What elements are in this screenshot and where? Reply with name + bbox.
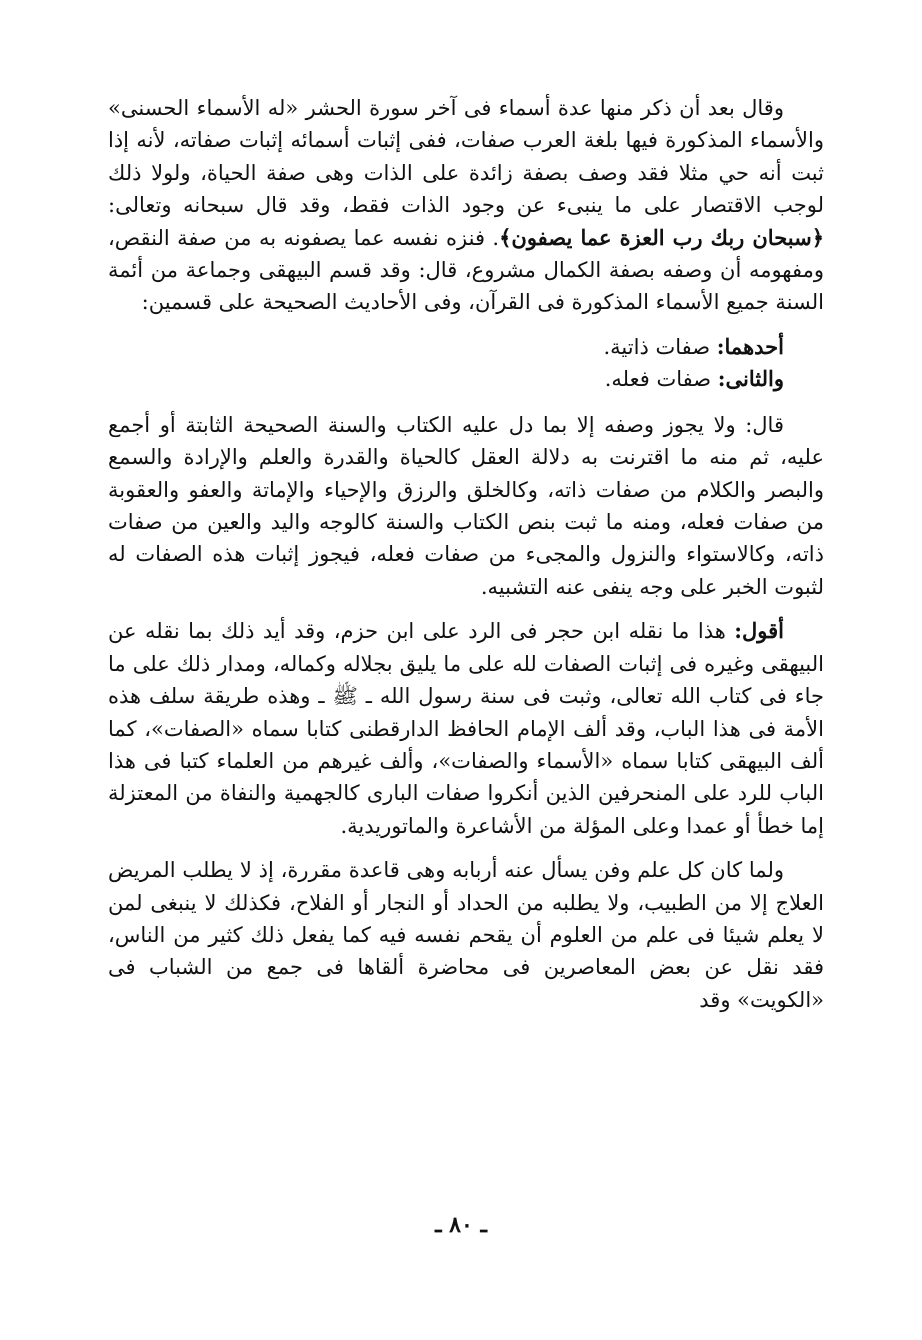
paragraph-1-part-1: وقال بعد أن ذكر منها عدة أسماء فى آخر سورة الحشر «له الأسماء الحسنى» والأسماء المذكورة فيها بلغة العرب صفات، ففى إثبات أسمائه إثبات صفاته، لأنه إذا ثبت أنه حي مثلا فقد وصف بصفة زائدة على الذات وهى صفة الحياة، ولولا ذلك لوجب الاقتصار على ما ينبىء عن وجود الذات فقط، وقد قال سبحانه وتعالى: bbox=[108, 96, 824, 218]
list-item-second bbox=[108, 363, 784, 395]
list-item-second-label: والثانى: bbox=[717, 365, 784, 391]
paragraph-2: قال: ولا يجوز وصفه إلا بما دل عليه الكتاب والسنة الصحيحة الثابتة أو أجمع عليه، ثم منه ما اقترنت به دلالة العقل كالحياة والقدرة والعلم والإرادة والسمع والبصر والكلام من صفات ذاته، وكالخلق والرزق والإحياء والإماتة والعفو والعقوبة من صفات فعله، ومنه ما ثبت بنص الكتاب والسنة كالوجه واليد والعين من صفات ذاته، وكالاستواء والنزول والمجىء من صفات فعله، فيجوز إثبات هذه الصفات له لثبوت الخبر على وجه ينفى عنه التشبيه. bbox=[108, 412, 824, 599]
list-item-first-label: أحدهما: bbox=[716, 333, 784, 359]
paragraph-3-label: أقول: bbox=[734, 618, 784, 644]
paragraph-3 bbox=[108, 615, 824, 842]
list-item-first-text: صفات ذاتية. bbox=[603, 334, 717, 359]
list-item-first bbox=[108, 331, 784, 363]
list-item-second-text: صفات فعله. bbox=[604, 366, 718, 391]
quran-verse: ﴿سبحان ربك رب العزة عما يصفون﴾ bbox=[499, 224, 824, 250]
page-number: ـ ٨٠ ـ bbox=[435, 1212, 487, 1238]
paragraph-1-part-2: . فنزه نفسه عما يصفونه به من صفة النقص، ومفهومه أن وصفه بصفة الكمال مشروع، قال: وقد قسم البيهقى وجماعة من أئمة السنة جميع الأسماء المذكورة فى القرآن، وفى الأحاديث الصحيحة على قسمين: bbox=[108, 225, 824, 315]
division-list bbox=[108, 331, 824, 395]
paragraph-4: ولما كان كل علم وفن يسأل عنه أربابه وهى قاعدة مقررة، إذ لا يطلب المريض العلاج إلا من الطبيب، ولا يطلبه من الحداد أو النجار أو الفلاح، فكذلك لا ينبغى لمن لا يعلم شيئا فى علم من العلوم أن يقحم نفسه فيه كما يفعل ذلك كثير من الناس، فقد نقل عن بعض المعاصرين فى محاضرة ألقاها فى جمع من الشباب فى «الكويت» وقد bbox=[108, 858, 824, 1012]
body-text bbox=[108, 92, 824, 1028]
paragraph-1 bbox=[108, 92, 824, 319]
paragraph-3-text: هذا ما نقله ابن حجر فى الرد على ابن حزم، وقد أيد ذلك بما نقله عن البيهقى وغيره فى إثبات الصفات لله على ما يليق بجلاله وكماله، ومدار ذلك على ما جاء فى كتاب الله تعالى، وثبت فى سنة رسول الله ـ ﷺ ـ وهذه طريقة سلف هذه الأمة فى هذا الباب، وقد ألف الإمام الحافظ الدارقطنى كتابا سماه «الصفات»، كما ألف البيهقى كتابا سماه «الأسماء والصفات»، وألف غيرهم من العلماء كتبا فى هذا الباب للرد على المنحرفين الذين أنكروا صفات البارى كالجهمية والنفاة من المعتزلة إما خطأ أو عمدا وعلى المؤلة من الأشاعرة والماتوريدية. bbox=[108, 619, 824, 838]
